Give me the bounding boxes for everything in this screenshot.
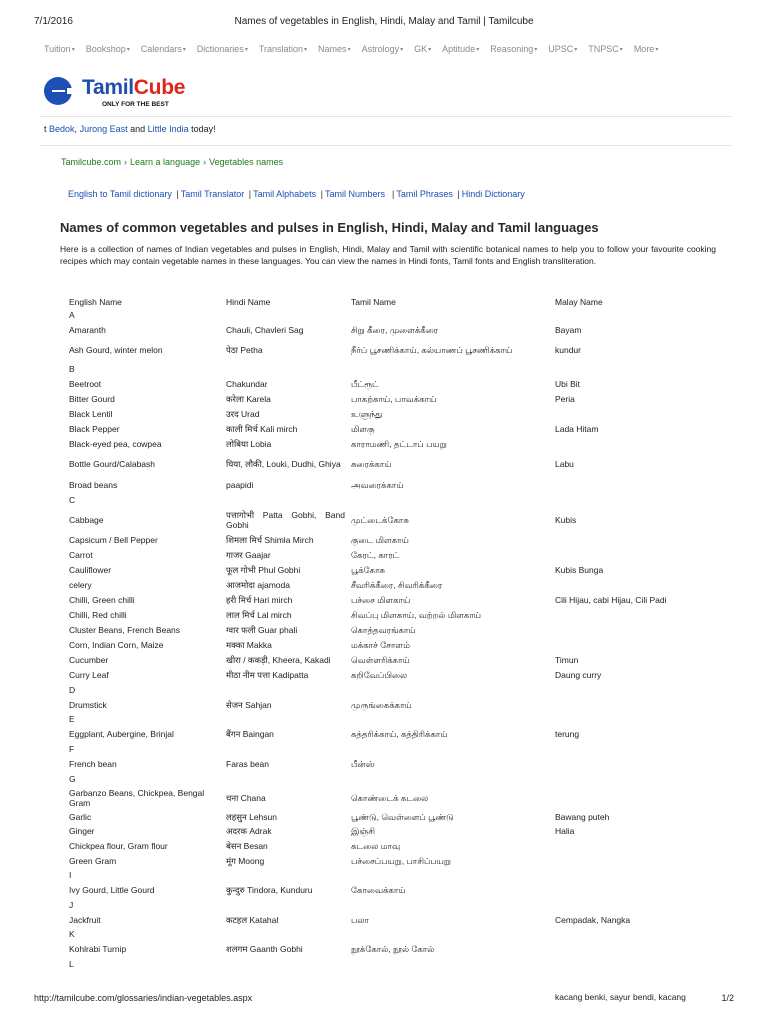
- dropdown-caret-icon: ▾: [304, 47, 308, 53]
- print-url: http://tamilcube.com/glossaries/indian-vegetables.aspx: [34, 993, 253, 1003]
- dropdown-caret-icon: ▾: [347, 47, 351, 53]
- cell-en: Kohlrabi Turnip: [69, 944, 127, 955]
- table-row: [69, 883, 719, 898]
- cell-en: celery: [69, 580, 92, 591]
- header-english: English Name: [69, 296, 122, 307]
- cell-en: J: [69, 899, 74, 910]
- cell-ta: கத்தரிக்காய், கத்திரிக்காய்: [351, 729, 448, 740]
- table-row: [69, 508, 719, 533]
- cell-ta: உளுந்து: [351, 408, 383, 419]
- cell-hi: पेठा Petha: [226, 344, 263, 355]
- cell-en: D: [69, 684, 76, 695]
- cell-hi: शलगम Gaanth Gobhi: [226, 944, 303, 955]
- nav-item-calendars[interactable]: Calendars▾: [140, 44, 186, 54]
- letter-heading-row: [69, 868, 719, 883]
- nav-item-bookshop[interactable]: Bookshop▾: [85, 44, 130, 54]
- cell-en: Cucumber: [69, 655, 109, 666]
- cell-ta: சீவரிக்கீரை, சிவரிக்கீரை: [351, 580, 443, 591]
- breadcrumb-current[interactable]: Vegetables names: [209, 157, 284, 167]
- cell-en: L: [69, 958, 74, 969]
- table-row: [69, 563, 719, 578]
- cell-ta: பச்சைப்பயறு, பாசிப்பயறு: [351, 855, 452, 866]
- letter-heading-row: [69, 927, 719, 942]
- cell-en: Jackfruit: [69, 914, 101, 925]
- logo-tagline: ONLY FOR THE BEST: [102, 101, 169, 108]
- dropdown-caret-icon: ▾: [619, 47, 623, 53]
- table-row: [69, 823, 719, 838]
- table-row: [69, 786, 719, 810]
- cell-ms: kundur: [555, 344, 581, 355]
- cell-ta: மிளகு: [351, 423, 375, 434]
- cell-ta: இஞ்சி: [351, 825, 376, 836]
- cell-ta: கடலை மாவு: [351, 840, 401, 851]
- letter-heading-row: [69, 898, 719, 913]
- cell-ms: Labu: [555, 458, 574, 469]
- cell-en: Drumstick: [69, 699, 107, 710]
- nav-item-aptitude[interactable]: Aptitude▾: [442, 44, 480, 54]
- cell-ms: Peria: [555, 393, 575, 404]
- cell-hi: हरी मिर्च Hari mirch: [226, 595, 293, 606]
- table-row: [69, 338, 719, 362]
- promo-link-bedok[interactable]: Bedok: [49, 124, 75, 134]
- cell-en: E: [69, 714, 75, 725]
- table-row: [69, 638, 719, 653]
- cell-hi: करेला Karela: [226, 393, 271, 404]
- table-header-row: [69, 295, 719, 308]
- letter-heading-row: [69, 712, 719, 727]
- cell-en: K: [69, 929, 75, 940]
- cell-en: Ginger: [69, 825, 95, 836]
- cell-en: Ash Gourd, winter melon: [69, 344, 163, 355]
- dropdown-caret-icon: ▾: [400, 47, 404, 53]
- cell-en: Capsicum / Bell Pepper: [69, 535, 158, 546]
- nav-item-tuition[interactable]: Tuition▾: [44, 44, 75, 54]
- quick-link-tamil-translator[interactable]: Tamil Translator: [180, 189, 245, 199]
- dropdown-caret-icon: ▾: [71, 47, 75, 53]
- nav-item-names[interactable]: Names▾: [318, 44, 351, 54]
- quick-link-tamil-alphabets[interactable]: Tamil Alphabets: [253, 189, 317, 199]
- cell-ta: முட்டைக்கோசு: [351, 515, 409, 526]
- cell-ta: கொண்டைக் கடலை: [351, 793, 429, 804]
- cell-en: Black Lentil: [69, 408, 113, 419]
- cell-ta: அவரைக்காய்: [351, 479, 404, 490]
- cell-en: Bitter Gourd: [69, 393, 115, 404]
- cell-hi: Chauli, Chavleri Sag: [226, 325, 304, 336]
- cell-hi: कुन्दुरु Tindora, Kunduru: [226, 885, 313, 896]
- cell-en: A: [69, 310, 75, 320]
- cell-hi: फूल गोभी Phul Gobhi: [226, 565, 301, 576]
- table-row: [69, 942, 719, 957]
- cell-hi: मीठा नीम पत्ता Kadipatta: [226, 670, 309, 681]
- print-title: Names of vegetables in English, Hindi, Malay and Tamil | Tamilcube: [234, 16, 534, 27]
- cell-ms: kacang benki, sayur bendi, kacang: [555, 991, 686, 1002]
- logo-brand: TamilCube: [82, 76, 186, 99]
- cell-ms: Bayam: [555, 325, 582, 336]
- table-row: [69, 912, 719, 927]
- letter-heading-row: [69, 772, 719, 787]
- nav-item-gk[interactable]: GK▾: [414, 44, 432, 54]
- table-row: [69, 578, 719, 593]
- cell-hi: शिमला मिर्च Shimla Mirch: [226, 535, 314, 546]
- cell-en: Beetroot: [69, 378, 102, 389]
- cell-hi: उरद Urad: [226, 408, 260, 419]
- cell-ta: சிறு கீரை, முளைக்கீரை: [351, 325, 439, 336]
- letter-heading-row: [69, 742, 719, 757]
- promo-link-jurong-east[interactable]: Jurong East: [79, 124, 128, 134]
- cell-ms: terung: [555, 729, 580, 740]
- breadcrumb: Tamilcube.com › Learn a language › Vegetables names: [61, 157, 284, 167]
- cell-ta: கேரட், காரட்: [351, 550, 400, 561]
- cell-ta: கறிவேப்பிலை: [351, 670, 408, 681]
- header-hindi: Hindi Name: [226, 296, 271, 307]
- table-row: [69, 323, 719, 338]
- cell-hi: सेजन Sahjan: [226, 699, 272, 710]
- dropdown-caret-icon: ▾: [574, 47, 578, 53]
- table-row: [69, 653, 719, 668]
- letter-heading-row: [69, 493, 719, 508]
- table-row: [69, 476, 719, 493]
- cell-en: Corn, Indian Corn, Maize: [69, 640, 164, 651]
- dropdown-caret-icon: ▾: [655, 47, 659, 53]
- cell-hi: मक्का Makka: [226, 640, 272, 651]
- table-row: [69, 757, 719, 772]
- cell-ms: Bawang puteh: [555, 811, 610, 822]
- dropdown-caret-icon: ▾: [244, 47, 248, 53]
- dropdown-caret-icon: ▾: [534, 47, 538, 53]
- cell-ta: குடை மிளகாய்: [351, 535, 409, 546]
- cell-en: Garlic: [69, 811, 92, 822]
- cell-ms: Lada Hitam: [555, 423, 599, 434]
- cell-hi: गाजर Gaajar: [226, 550, 271, 561]
- nav-item-upsc[interactable]: UPSC▾: [548, 44, 578, 54]
- cell-hi: बैंगन Baingan: [226, 729, 274, 740]
- cell-en: G: [69, 773, 76, 784]
- table-row: [69, 451, 719, 476]
- cell-en: I: [69, 870, 72, 881]
- cell-en: Black Pepper: [69, 423, 120, 434]
- print-date: 7/1/2016: [34, 16, 73, 27]
- logo-icon: [44, 77, 72, 105]
- cell-en: Broad beans: [69, 479, 118, 490]
- table-row: [69, 608, 719, 623]
- cell-en: Cauliflower: [69, 565, 112, 576]
- cell-hi: ग्वार फली Guar phali: [226, 625, 298, 636]
- cell-en: Eggplant, Aubergine, Brinjal: [69, 729, 174, 740]
- cell-en: F: [69, 743, 75, 754]
- table-row: [69, 838, 719, 853]
- cell-ms: Kubis: [555, 515, 577, 526]
- page-title: Names of common vegetables and pulses in English, Hindi, Malay and Tamil languages: [60, 220, 599, 235]
- cell-ta: நீர்ப் பூசணிக்காய், கல்யாணப் பூசணிக்காய்: [351, 344, 513, 355]
- cell-en: C: [69, 495, 76, 506]
- cell-ta: பீன்ஸ்: [351, 759, 375, 770]
- intro-paragraph: Here is a collection of names of Indian vegetables and pulses in English, Hindi, Malay and Tamil with scientific botanical names to help you to follow your favourite cooking recipes which may contain vegetable names in these languages. You can view the names in Hindi fonts, Tamil fonts and English transliteration.: [60, 244, 716, 266]
- page-number: 1/2: [721, 993, 734, 1003]
- cell-ta: சுரைக்காய்: [351, 458, 392, 469]
- cell-en: Carrot: [69, 550, 93, 561]
- table-row: [69, 727, 719, 742]
- cell-en: Garbanzo Beans, Chickpea, Bengal Gram: [69, 788, 205, 809]
- cell-hi: लाल मिर्च Lal mirch: [226, 610, 292, 621]
- cell-ta: பீட்ரூட்: [351, 378, 379, 389]
- cell-en: Cabbage: [69, 515, 104, 526]
- breadcrumb-learn-language[interactable]: Learn a language: [130, 157, 201, 167]
- cell-ta: நூக்கோல், நூல் கோல்: [351, 944, 435, 955]
- divider: [40, 145, 732, 146]
- table-row: [69, 421, 719, 436]
- table-row: [69, 548, 719, 563]
- dropdown-caret-icon: ▾: [476, 47, 480, 53]
- promo-text: t Bedok, Jurong East and Little India today!: [44, 124, 216, 134]
- cell-hi: खीरा / ककड़ी, Kheera, Kakadi: [226, 655, 331, 666]
- cell-en: Cluster Beans, French Beans: [69, 625, 181, 636]
- cell-ta: பாகற்காய், பாவக்காய்: [351, 393, 437, 404]
- quick-link-tamil-phrases[interactable]: Tamil Phrases: [396, 189, 453, 199]
- print-header: [34, 16, 734, 30]
- nav-item-reasoning[interactable]: Reasoning▾: [490, 44, 538, 54]
- cell-en: Bottle Gourd/Calabash: [69, 458, 155, 469]
- cell-en: B: [69, 363, 75, 374]
- cell-en: Chilli, Red chilli: [69, 610, 127, 621]
- quick-links: English to Tamil dictionary | Tamil Translator | Tamil Alphabets | Tamil Numbers | Tamil Phrases | Hindi Dictionary: [68, 189, 525, 199]
- promo-link-little-india[interactable]: Little India: [147, 124, 189, 134]
- cell-hi: बेसन Besan: [226, 840, 268, 851]
- nav-item-dictionaries[interactable]: Dictionaries▾: [196, 44, 248, 54]
- cell-ta: சிவப்பு மிளகாய், வற்றல் மிளகாய்: [351, 610, 482, 621]
- dropdown-caret-icon: ▾: [126, 47, 130, 53]
- site-logo[interactable]: [44, 74, 214, 114]
- divider: [40, 116, 732, 117]
- cell-ms: Halia: [555, 825, 575, 836]
- cell-en: Ivy Gourd, Little Gourd: [69, 885, 155, 896]
- cell-en: Chickpea flour, Gram flour: [69, 840, 168, 851]
- quick-link-tamil-numbers[interactable]: Tamil Numbers: [325, 189, 386, 199]
- cell-hi: पत्तागोभी Patta Gobhi, Band Gobhi: [226, 510, 345, 531]
- cell-ta: வெள்ளரிக்காய்: [351, 655, 410, 666]
- table-row: [69, 376, 719, 391]
- nav-item-more[interactable]: More▾: [633, 44, 659, 54]
- table-row: [69, 668, 719, 683]
- table-row: [69, 593, 719, 608]
- cell-ta: கொத்தவரங்காய்: [351, 625, 416, 636]
- cell-hi: मूंग Moong: [226, 855, 265, 866]
- cell-hi: घिया, लौकी, Louki, Dudhi, Ghiya: [226, 458, 341, 469]
- cell-en: French bean: [69, 759, 117, 770]
- cell-en: Amaranth: [69, 325, 106, 336]
- top-nav: [44, 44, 738, 58]
- cell-hi: कटहल Katahal: [226, 914, 279, 925]
- cell-ta: பச்சை மிளகாய்: [351, 595, 411, 606]
- cell-ms: Kubis Bunga: [555, 565, 604, 576]
- vegetables-table: [69, 295, 719, 1002]
- nav-item-translation[interactable]: Translation▾: [258, 44, 308, 54]
- table-row: [69, 406, 719, 421]
- cell-hi: चना Chana: [226, 793, 266, 804]
- cell-ms: Cili Hijau, cabi Hijau, Cili Padi: [555, 595, 667, 606]
- quick-link-hindi-dictionary[interactable]: Hindi Dictionary: [461, 189, 525, 199]
- table-row: [69, 533, 719, 548]
- letter-heading-row: [69, 957, 719, 972]
- table-row: [69, 391, 719, 406]
- cell-hi: paapidi: [226, 479, 254, 490]
- cell-ms: Ubi Bit: [555, 378, 581, 389]
- nav-item-astrology[interactable]: Astrology▾: [361, 44, 404, 54]
- header-tamil: Tamil Name: [351, 296, 396, 307]
- cell-hi: अदरक Adrak: [226, 825, 272, 836]
- table-row: [69, 697, 719, 712]
- cell-en: Green Gram: [69, 855, 117, 866]
- cell-en: Curry Leaf: [69, 670, 109, 681]
- cell-ta: பூக்கோசு: [351, 565, 386, 576]
- cell-ms: Daung curry: [555, 670, 602, 681]
- dropdown-caret-icon: ▾: [428, 47, 432, 53]
- table-row: [69, 810, 719, 823]
- cell-ta: கோவைக்காய்: [351, 885, 406, 896]
- print-footer: [34, 993, 734, 1007]
- letter-heading-row: [69, 362, 719, 377]
- cell-ta: மக்காச் சோளம்: [351, 640, 410, 651]
- cell-ms: Timun: [555, 655, 579, 666]
- cell-en: Chilli, Green chilli: [69, 595, 135, 606]
- cell-hi: काली मिर्च Kali mirch: [226, 423, 298, 434]
- cell-hi: Chakundar: [226, 378, 268, 389]
- table-row: [69, 623, 719, 638]
- breadcrumb-home[interactable]: Tamilcube.com: [61, 157, 122, 167]
- cell-ta: பூண்டு, வெள்ளைப் பூண்டு: [351, 811, 454, 822]
- cell-hi: लहसुन Lehsun: [226, 811, 277, 822]
- dropdown-caret-icon: ▾: [182, 47, 186, 53]
- letter-heading-row: [69, 683, 719, 698]
- quick-link-english-tamil-dictionary[interactable]: English to Tamil dictionary: [68, 189, 172, 199]
- cell-ta: காராமணி, தட்டாப் பயறு: [351, 438, 447, 449]
- cell-hi: लोबिया Lobia: [226, 438, 272, 449]
- letter-heading-row: [69, 308, 719, 323]
- table-row: [69, 853, 719, 868]
- cell-hi: Faras bean: [226, 759, 269, 770]
- cell-ta: முருங்கைக்காய்: [351, 699, 412, 710]
- cell-ta: பலா: [351, 914, 369, 925]
- nav-item-tnpsc[interactable]: TNPSC▾: [588, 44, 623, 54]
- cell-hi: आजमोदा ajamoda: [226, 580, 290, 591]
- header-malay: Malay Name: [555, 296, 603, 307]
- cell-en: Black-eyed pea, cowpea: [69, 438, 162, 449]
- cell-ms: Cempadak, Nangka: [555, 914, 631, 925]
- table-row: [69, 436, 719, 451]
